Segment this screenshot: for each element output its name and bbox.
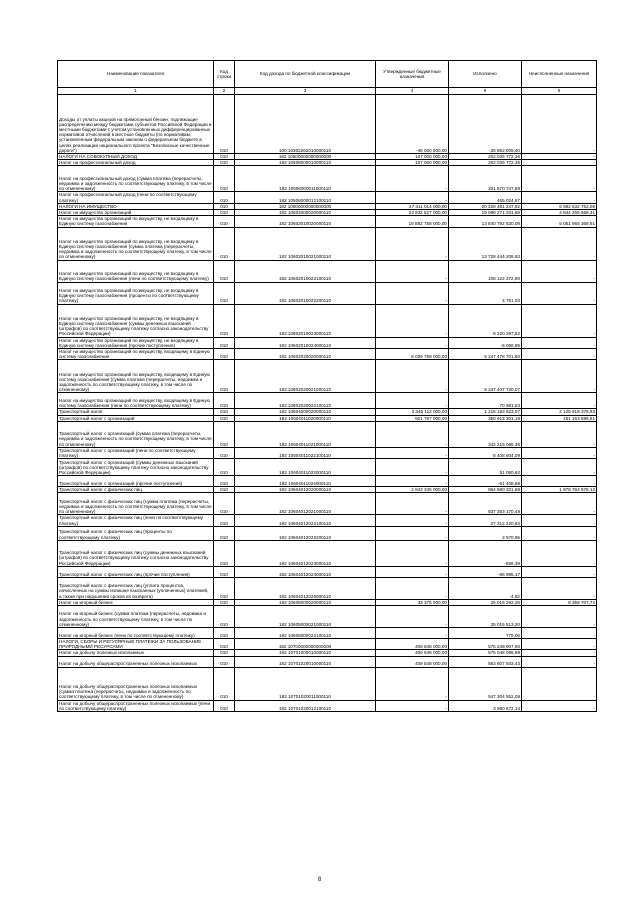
row-code: 010 — [214, 260, 235, 282]
row-remaining: - — [522, 540, 597, 566]
row-code: 010 — [214, 459, 235, 476]
row-code: 010 — [214, 304, 235, 337]
row-code: 010 — [214, 160, 235, 166]
row-approved: - — [376, 628, 449, 639]
row-remaining: - — [522, 154, 597, 160]
row-code: 010 — [214, 166, 235, 192]
row-executed: 108 122 372,80 — [449, 260, 522, 282]
row-name: НАЛОГИ, СБОРЫ И РЕГУЛЯРНЫЕ ПЛАТЕЖИ ЗА ПОЛЬЗОВАНИЕ ПРИРОДНЫМИ РЕСУРСАМИ — [58, 639, 214, 650]
row-code: 010 — [214, 476, 235, 487]
row-executed: 202 035 772,36 — [449, 154, 522, 160]
row-remaining: - — [522, 304, 597, 337]
column-number: 4 — [376, 88, 449, 95]
row-code: 010 — [214, 650, 235, 656]
row-executed: 201 570 747,69 — [449, 166, 522, 192]
row-income-code: 182 10604012024000110 — [235, 566, 376, 577]
row-code: 010 — [214, 628, 235, 639]
row-remaining: - — [522, 227, 597, 260]
row-executed: 20 328 481 247,92 — [449, 203, 522, 209]
row-income-code: 182 10506000010000110 — [235, 160, 376, 166]
row-income-code: 182 10604011021000110 — [235, 421, 376, 447]
row-code: 010 — [214, 216, 235, 227]
header-row — [58, 61, 597, 88]
row-name: Налог на добычу полезных ископаемых — [58, 650, 214, 656]
row-approved: - — [376, 700, 449, 711]
row-income-code: 182 10701000010000110 — [235, 650, 376, 656]
row-approved: 27 311 014 000,00 — [376, 203, 449, 209]
row-code: 010 — [214, 360, 235, 393]
column-number-row — [58, 88, 597, 95]
row-income-code: 182 10506000011000110 — [235, 166, 376, 192]
table-row — [58, 639, 597, 650]
row-approved: - — [376, 393, 449, 409]
header-income-code: Код дохода по бюджетной классификации — [235, 61, 376, 88]
row-income-code: 182 10500000000000000 — [235, 154, 376, 160]
row-approved: - — [376, 447, 449, 458]
row-remaining: - — [522, 393, 597, 409]
row-remaining: - — [522, 650, 597, 656]
row-executed: 19 088 271 331,69 — [449, 210, 522, 216]
row-remaining: - — [522, 476, 597, 487]
row-name: Налог на имущество организаций по имуществу, входящему в Единую систему газоснабжения (сумма платежа (перерасчеты, недоимка и задолженность по соответствующему платежу, в том числе по отмененному) — [58, 360, 214, 393]
table-row — [58, 393, 597, 409]
table-row — [58, 421, 597, 447]
row-approved: 107 000 000,00 — [376, 160, 449, 166]
row-approved: - — [376, 282, 449, 304]
row-code: 010 — [214, 656, 235, 667]
row-name: Транспортный налог с организаций (прочие поступления) — [58, 476, 214, 487]
row-code: 010 — [214, 639, 235, 650]
row-income-code: 182 10602010023000110 — [235, 304, 376, 337]
row-approved: - — [376, 606, 449, 628]
row-approved: 501 767 000,00 — [376, 415, 449, 421]
page-number: 8 — [317, 877, 322, 883]
row-income-code: 182 10700000000000000 — [235, 639, 376, 650]
row-remaining: - — [522, 160, 597, 166]
row-remaining: - — [522, 459, 597, 476]
row-approved: - — [376, 227, 449, 260]
header-remaining: Неисполненные назначения — [522, 61, 597, 88]
row-remaining: - — [522, 95, 597, 154]
row-executed: 5 247 478 701,60 — [449, 349, 522, 360]
row-remaining: - — [522, 337, 597, 348]
row-approved: - — [376, 493, 449, 515]
table-row — [58, 700, 597, 711]
row-income-code: 182 10604012022200110 — [235, 526, 376, 540]
row-approved: -46 000 000,00 — [376, 95, 449, 154]
row-executed: 8 220 297,52 — [449, 304, 522, 337]
row-income-code: 182 10602010022100110 — [235, 260, 376, 282]
row-name: Налог на имущество организаций по имуществу, входящему в Единую систему газоснабжения — [58, 349, 214, 360]
row-code: 010 — [214, 421, 235, 447]
row-name: Транспортный налог — [58, 409, 214, 415]
row-name: Налог на игорный бизнес (сумма платежа (перерасчеты, недоимка и задолженность по соответствующему платежу, в том числе по отмененному) — [58, 606, 214, 628]
row-income-code: 182 10604012022100110 — [235, 515, 376, 526]
row-income-code: 182 10605000020000110 — [235, 599, 376, 605]
row-remaining: - — [522, 447, 597, 458]
table-row — [58, 540, 597, 566]
row-executed: 51 050,62 — [449, 459, 522, 476]
row-executed: 25 016 292,26 — [449, 599, 522, 605]
row-approved: - — [376, 360, 449, 393]
row-approved: 409 548 000,00 — [376, 656, 449, 667]
row-remaining: - — [522, 192, 597, 203]
row-remaining: - — [522, 360, 597, 393]
row-remaining: - — [522, 493, 597, 515]
row-approved: - — [376, 476, 449, 487]
row-approved: - — [376, 526, 449, 540]
row-name: Налог на имущество организаций — [58, 210, 214, 216]
row-name: Налог на игорный бизнес (пени по соответствующему платежу) — [58, 628, 214, 639]
table-row — [58, 566, 597, 577]
row-income-code: 182 10604000020000110 — [235, 409, 376, 415]
row-executed: 1 215 193 623,07 — [449, 409, 522, 415]
row-income-code: 100 10302262010000110 — [235, 95, 376, 154]
row-remaining: - — [522, 515, 597, 526]
table-row — [58, 650, 597, 656]
row-income-code: 182 10602020020000110 — [235, 349, 376, 360]
row-executed: 547 304 552,09 — [449, 667, 522, 700]
row-approved: - — [376, 577, 449, 599]
table-row — [58, 304, 597, 337]
row-income-code: 182 10604012020000110 — [235, 487, 376, 493]
row-executed: -5 068,89 — [449, 337, 522, 348]
row-executed: 70 981,53 — [449, 393, 522, 409]
row-income-code: 182 10602020021000110 — [235, 360, 376, 393]
header-row-code: Код строки — [214, 61, 235, 88]
table-row — [58, 360, 597, 393]
row-income-code: 182 10506000012100110 — [235, 192, 376, 203]
row-remaining: - — [522, 349, 597, 360]
row-approved: 3 345 112 000,00 — [376, 409, 449, 415]
row-remaining: 8 358 707,74 — [522, 599, 597, 605]
row-approved: - — [376, 515, 449, 526]
row-code: 010 — [214, 487, 235, 493]
row-executed: 465 024,67 — [449, 192, 522, 203]
row-remaining: 1 978 764 678,12 — [522, 487, 597, 493]
row-approved: - — [376, 566, 449, 577]
row-code: 010 — [214, 566, 235, 577]
row-code: 010 — [214, 606, 235, 628]
row-income-code: 182 10604012021000110 — [235, 493, 376, 515]
table-row — [58, 487, 597, 493]
row-approved: 409 848 000,00 — [376, 639, 449, 650]
header-approved: Утвержденные бюджетные назначения — [376, 61, 449, 88]
row-approved: - — [376, 260, 449, 282]
row-income-code: 182 10605000022100110 — [235, 628, 376, 639]
row-code: 010 — [214, 540, 235, 566]
row-executed: 837 353 170,48 — [449, 493, 522, 515]
row-remaining: - — [522, 700, 597, 711]
row-income-code: 182 10604011020000110 — [235, 415, 376, 421]
row-code: 010 — [214, 599, 235, 605]
table-row — [58, 216, 597, 227]
row-approved: 33 375 000,00 — [376, 599, 449, 605]
table-row — [58, 476, 597, 487]
row-income-code: 182 10604011022100110 — [235, 447, 376, 458]
row-income-code: 182 10701020011000110 — [235, 667, 376, 700]
row-remaining: 2 129 918 376,93 — [522, 409, 597, 415]
column-number: 6 — [522, 88, 597, 95]
column-number: 3 — [235, 88, 376, 95]
row-code: 010 — [214, 526, 235, 540]
row-approved: 2 843 345 000,00 — [376, 487, 449, 493]
row-remaining: - — [522, 166, 597, 192]
row-remaining: 5 051 965 369,91 — [522, 216, 597, 227]
row-executed: 350 613 301,19 — [449, 415, 522, 421]
row-name: Налог на имущество организаций по имуществу, не входящему в Единую систему газоснабжения (пени по соответствующему платежу) — [58, 260, 214, 282]
row-code: 010 — [214, 154, 235, 160]
row-remaining: - — [522, 260, 597, 282]
row-code: 010 — [214, 393, 235, 409]
table-row — [58, 95, 597, 154]
report-body — [58, 95, 597, 712]
row-executed: -656,39 — [449, 540, 522, 566]
row-income-code: 182 10604011023000110 — [235, 459, 376, 476]
table-row — [58, 493, 597, 515]
table-row — [58, 515, 597, 526]
table-row — [58, 667, 597, 700]
row-income-code: 182 10701020012100110 — [235, 700, 376, 711]
header-indicator-name: Наименование показателя — [58, 61, 214, 88]
row-remaining: - — [522, 577, 597, 599]
row-approved: - — [376, 192, 449, 203]
row-executed: 8 408 804,09 — [449, 447, 522, 458]
row-executed: -86 985,17 — [449, 566, 522, 577]
row-name: Налог на имущество организаций по имуществу, не входящему в Единую систему газоснабжения (прочие поступления) — [58, 337, 214, 348]
row-executed: 4 751,03 — [449, 282, 522, 304]
row-executed: -4,82 — [449, 577, 522, 599]
row-name: Транспортный налог с физических лиц (суммы денежных взысканий (штрафов) по соответствующему платежу согласно законодательству Российской Федерации) — [58, 540, 214, 566]
row-income-code: 182 10701020010000110 — [235, 656, 376, 667]
row-income-code: 182 10602010024000110 — [235, 337, 376, 348]
row-remaining: - — [522, 282, 597, 304]
row-approved: - — [376, 421, 449, 447]
row-income-code: 182 10605000021000110 — [235, 606, 376, 628]
row-executed: 202 035 772,36 — [449, 160, 522, 166]
row-approved: 5 039 769 000,00 — [376, 349, 449, 360]
table-row — [58, 577, 597, 599]
row-code: 010 — [214, 577, 235, 599]
row-income-code: 182 10602010021000110 — [235, 227, 376, 260]
row-executed: 779,06 — [449, 628, 522, 639]
row-executed: 575 048 095,99 — [449, 650, 522, 656]
row-code: 010 — [214, 192, 235, 203]
row-name: Налог на добычу общераспространенных полезных ископаемых (пени по соответствующему платежу) — [58, 700, 214, 711]
table-row — [58, 606, 597, 628]
row-code: 010 — [214, 349, 235, 360]
row-code: 010 — [214, 493, 235, 515]
row-executed: 864 580 321,88 — [449, 487, 522, 493]
row-name: Налог на имущество организаций по имуществу, входящему в Единую систему газоснабжения (пени по соответствующему платежу) — [58, 393, 214, 409]
row-income-code: 182 10602020022100110 — [235, 393, 376, 409]
row-remaining: - — [522, 628, 597, 639]
table-row — [58, 260, 597, 282]
row-code: 010 — [214, 282, 235, 304]
row-executed: 3 960 672,14 — [449, 700, 522, 711]
row-remaining: - — [522, 656, 597, 667]
row-approved: - — [376, 337, 449, 348]
row-executed: 5 247 407 720,07 — [449, 360, 522, 393]
row-remaining: 6 982 532 752,08 — [522, 203, 597, 209]
row-code: 010 — [214, 700, 235, 711]
row-name: Доходы от уплаты акцизов на прямогонный бензин, подлежащие распределению между бюджетами субъектов Российской Федерации и местными бюджетами с учетом установленных дифференцированных нормативов отчислений в местные бюджеты (по нормативам, установленным федеральным законом о федеральном бюджете в целях реализации национального проекта "Безопасные качественные дороги") — [58, 95, 214, 154]
row-remaining: 4 844 255 668,31 — [522, 210, 597, 216]
row-remaining: - — [522, 421, 597, 447]
row-income-code: 182 10604011024000110 — [235, 476, 376, 487]
row-approved: - — [376, 667, 449, 700]
row-approved: 18 892 758 000,00 — [376, 216, 449, 227]
row-code: 010 — [214, 210, 235, 216]
row-executed: 342 215 065,36 — [449, 421, 522, 447]
row-approved: - — [376, 304, 449, 337]
header-executed: Исполнено — [449, 61, 522, 88]
row-income-code: 182 10602000020000110 — [235, 210, 376, 216]
table-row — [58, 526, 597, 540]
row-name: Транспортный налог с организаций (сумма платежа (перерасчеты, недоимка и задолженность по соответствующему платежу, в том числе по отмененному) — [58, 421, 214, 447]
row-executed: 575 248 907,60 — [449, 639, 522, 650]
table-row — [58, 227, 597, 260]
row-name: Налог на профессиональный доход — [58, 160, 214, 166]
row-name: Налог на игорный бизнес — [58, 599, 214, 605]
row-remaining: - — [522, 667, 597, 700]
row-code: 010 — [214, 447, 235, 458]
row-executed: 13 840 792 630,09 — [449, 216, 522, 227]
row-executed: -61 408,88 — [449, 476, 522, 487]
table-row — [58, 628, 597, 639]
row-code: 010 — [214, 337, 235, 348]
column-number: 5 — [449, 88, 522, 95]
row-executed: -26 862 005,40 — [449, 95, 522, 154]
row-income-code: 182 10600000000000000 — [235, 203, 376, 209]
column-number: 1 — [58, 88, 214, 95]
row-executed: 2 570,95 — [449, 526, 522, 540]
row-code: 010 — [214, 227, 235, 260]
row-name: Транспортный налог с физических лиц (сумма платежа (перерасчеты, недоимка и задолженность по соответствующему платежу, в том числе по отмененному) — [58, 493, 214, 515]
row-approved: - — [376, 166, 449, 192]
row-name: Налог на профессиональный доход (пени по соответствующему платежу) — [58, 192, 214, 203]
row-name: Налог на имущество организаций по имуществу, не входящему в Единую систему газоснабжения (проценты по соответствующему платежу) — [58, 282, 214, 304]
row-approved: - — [376, 540, 449, 566]
row-approved: 23 932 527 000,00 — [376, 210, 449, 216]
row-income-code: 182 10604012026000110 — [235, 577, 376, 599]
row-remaining: - — [522, 639, 597, 650]
table-row — [58, 349, 597, 360]
row-name: Налог на имущество организаций по имуществу, не входящему в Единую систему газоснабжения (суммы денежных взысканий (штрафов) по соответствующему платежу согласно законодательству Российской Федерации) — [58, 304, 214, 337]
table-row — [58, 282, 597, 304]
column-number: 2 — [214, 88, 235, 95]
row-approved: 409 548 000,00 — [376, 650, 449, 656]
row-code: 010 — [214, 203, 235, 209]
row-executed: 563 607 933,43 — [449, 656, 522, 667]
row-remaining: - — [522, 566, 597, 577]
row-name: НАЛОГИ НА СОВОКУПНЫЙ ДОХОД — [58, 154, 214, 160]
row-income-code: 182 10602010020000110 — [235, 216, 376, 227]
row-name: Транспортный налог с организаций — [58, 415, 214, 421]
row-name: Налог на имущество организаций по имуществу, не входящему в Единую систему газоснабжения — [58, 216, 214, 227]
row-code: 010 — [214, 415, 235, 421]
row-name: Транспортный налог с физических лиц (проценты по соответствующему платежу) — [58, 526, 214, 540]
row-income-code: 182 10602010022200110 — [235, 282, 376, 304]
row-name: НАЛОГИ НА ИМУЩЕСТВО — [58, 203, 214, 209]
table-row — [58, 166, 597, 192]
row-executed: 13 728 444 208,63 — [449, 227, 522, 260]
row-name: Транспортный налог с организаций (пени по соответствующему платежу) — [58, 447, 214, 458]
row-name: Налог на профессиональный доход (сумма платежа (перерасчеты, недоимка и задолженность по соответствующему платежу, в том числе по отмененному) — [58, 166, 214, 192]
row-name: Налог на добычу общераспространенных полезных ископаемых (сумма платежа (перерасчеты, недоимка и задолженность по соответствующему платежу, в том числе по отмененному) — [58, 667, 214, 700]
row-income-code: 182 10604012023000110 — [235, 540, 376, 566]
row-code: 010 — [214, 95, 235, 154]
row-code: 010 — [214, 409, 235, 415]
row-executed: 27 312 220,83 — [449, 515, 522, 526]
row-code: 010 — [214, 667, 235, 700]
row-name: Транспортный налог с организаций (суммы денежных взысканий (штрафов) по соответствующему платежу согласно законодательству Российской Федерации) — [58, 459, 214, 476]
table-row — [58, 459, 597, 476]
row-remaining: - — [522, 526, 597, 540]
budget-report-table — [57, 60, 597, 712]
table-row — [58, 656, 597, 667]
row-code: 010 — [214, 515, 235, 526]
table-row — [58, 447, 597, 458]
row-name: Транспортный налог с физических лиц (уплата процентов, начисленных на суммы излишне взысканных (уплаченных) платежей, а также при нарушении сроков их возврата) — [58, 577, 214, 599]
row-name: Транспортный налог с физических лиц — [58, 487, 214, 493]
row-name: Налог на добычу общераспространенных полезных ископаемых — [58, 656, 214, 667]
row-approved: 107 000 000,00 — [376, 154, 449, 160]
row-name: Налог на имущество организаций по имуществу, не входящему в Единую систему газоснабжения (сумма платежа (перерасчеты, недоимка и задолженность по соответствующему платежу, в том числе по отмененному) — [58, 227, 214, 260]
row-executed: 25 015 513,20 — [449, 606, 522, 628]
row-name: Транспортный налог с физических лиц (пени по соответствующему платежу) — [58, 515, 214, 526]
row-remaining: 151 153 698,81 — [522, 415, 597, 421]
row-name: Транспортный налог с физических лиц (прочие поступления) — [58, 566, 214, 577]
table-row — [58, 192, 597, 203]
row-approved: - — [376, 459, 449, 476]
table-row — [58, 337, 597, 348]
row-remaining: - — [522, 606, 597, 628]
